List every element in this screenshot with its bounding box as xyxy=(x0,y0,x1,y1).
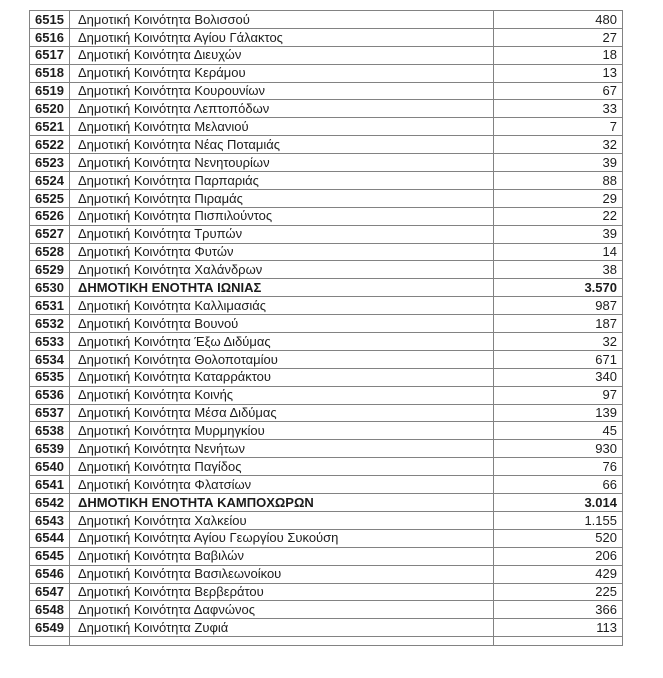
row-name-cell: ΔΗΜΟΤΙΚΗ ΕΝΟΤΗΤΑ ΚΑΜΠΟΧΩΡΩΝ xyxy=(70,494,494,512)
row-name-cell: Δημοτική Κοινότητα Παρπαριάς xyxy=(70,172,494,190)
table-row-partial xyxy=(30,637,623,646)
row-name-cell: Δημοτική Κοινότητα Μέσα Διδύμας xyxy=(70,404,494,422)
table-row xyxy=(30,529,623,547)
row-name-cell: Δημοτική Κοινότητα Καταρράκτου xyxy=(70,368,494,386)
table-row xyxy=(30,172,623,190)
table-row xyxy=(30,189,623,207)
table-row xyxy=(30,333,623,351)
table-row xyxy=(30,46,623,64)
row-value-cell: 33 xyxy=(494,100,623,118)
row-value-cell: 1.155 xyxy=(494,511,623,529)
row-id-cell: 6528 xyxy=(30,243,70,261)
row-name-cell: Δημοτική Κοινότητα Αγίου Γάλακτος xyxy=(70,28,494,46)
row-id-cell: 6536 xyxy=(30,386,70,404)
table-row xyxy=(30,583,623,601)
row-id-cell: 6537 xyxy=(30,404,70,422)
row-name-cell: Δημοτική Κοινότητα Μελανιού xyxy=(70,118,494,136)
table-row xyxy=(30,547,623,565)
row-name-cell: Δημοτική Κοινότητα Θολοποταμίου xyxy=(70,350,494,368)
row-value-cell: 18 xyxy=(494,46,623,64)
row-id-cell: 6535 xyxy=(30,368,70,386)
row-id-cell: 6543 xyxy=(30,511,70,529)
table-row xyxy=(30,243,623,261)
table-row xyxy=(30,494,623,512)
row-value-cell: 27 xyxy=(494,28,623,46)
row-id-cell: 6520 xyxy=(30,100,70,118)
row-name-cell: Δημοτική Κοινότητα Λεπτοπόδων xyxy=(70,100,494,118)
row-value-cell xyxy=(494,637,623,646)
table-row xyxy=(30,315,623,333)
row-name-cell: Δημοτική Κοινότητα Φλατσίων xyxy=(70,476,494,494)
table-row xyxy=(30,225,623,243)
table-row xyxy=(30,565,623,583)
row-id-cell: 6531 xyxy=(30,297,70,315)
row-value-cell: 987 xyxy=(494,297,623,315)
row-id-cell: 6529 xyxy=(30,261,70,279)
row-id-cell: 6518 xyxy=(30,64,70,82)
row-name-cell: Δημοτική Κοινότητα Διευχών xyxy=(70,46,494,64)
row-value-cell: 671 xyxy=(494,350,623,368)
row-id-cell: 6544 xyxy=(30,529,70,547)
row-id-cell: 6545 xyxy=(30,547,70,565)
row-id-cell: 6538 xyxy=(30,422,70,440)
table-body xyxy=(30,11,623,646)
row-id-cell: 6542 xyxy=(30,494,70,512)
table-row xyxy=(30,511,623,529)
row-value-cell: 520 xyxy=(494,529,623,547)
table-row xyxy=(30,619,623,637)
row-value-cell: 45 xyxy=(494,422,623,440)
row-name-cell: Δημοτική Κοινότητα Αγίου Γεωργίου Συκούση xyxy=(70,529,494,547)
row-name-cell: Δημοτική Κοινότητα Πισπιλούντος xyxy=(70,207,494,225)
row-id-cell: 6549 xyxy=(30,619,70,637)
row-id-cell: 6546 xyxy=(30,565,70,583)
table-row xyxy=(30,404,623,422)
row-id-cell: 6540 xyxy=(30,458,70,476)
row-value-cell: 113 xyxy=(494,619,623,637)
table-row xyxy=(30,154,623,172)
table-row xyxy=(30,261,623,279)
row-value-cell: 88 xyxy=(494,172,623,190)
row-value-cell: 66 xyxy=(494,476,623,494)
population-table xyxy=(29,10,623,646)
table-row xyxy=(30,422,623,440)
row-value-cell: 3.570 xyxy=(494,279,623,297)
table-row xyxy=(30,279,623,297)
row-name-cell: Δημοτική Κοινότητα Βερβεράτου xyxy=(70,583,494,601)
row-value-cell: 930 xyxy=(494,440,623,458)
row-name-cell: ΔΗΜΟΤΙΚΗ ΕΝΟΤΗΤΑ ΙΩΝΙΑΣ xyxy=(70,279,494,297)
row-id-cell: 6521 xyxy=(30,118,70,136)
table-row xyxy=(30,136,623,154)
row-value-cell: 32 xyxy=(494,333,623,351)
row-id-cell xyxy=(30,637,70,646)
row-id-cell: 6517 xyxy=(30,46,70,64)
table-row xyxy=(30,386,623,404)
row-value-cell: 7 xyxy=(494,118,623,136)
table-row xyxy=(30,297,623,315)
row-value-cell: 29 xyxy=(494,189,623,207)
row-value-cell: 13 xyxy=(494,64,623,82)
row-name-cell xyxy=(70,637,494,646)
row-value-cell: 187 xyxy=(494,315,623,333)
row-name-cell: Δημοτική Κοινότητα Βασιλεωνοίκου xyxy=(70,565,494,583)
row-id-cell: 6523 xyxy=(30,154,70,172)
row-value-cell: 39 xyxy=(494,225,623,243)
table-row xyxy=(30,64,623,82)
row-value-cell: 225 xyxy=(494,583,623,601)
table-row xyxy=(30,100,623,118)
table-row xyxy=(30,11,623,29)
row-name-cell: Δημοτική Κοινότητα Κουρουνίων xyxy=(70,82,494,100)
row-value-cell: 67 xyxy=(494,82,623,100)
table-row xyxy=(30,28,623,46)
table-row xyxy=(30,601,623,619)
row-name-cell: Δημοτική Κοινότητα Βαβιλών xyxy=(70,547,494,565)
row-value-cell: 97 xyxy=(494,386,623,404)
row-name-cell: Δημοτική Κοινότητα Μυρμηγκίου xyxy=(70,422,494,440)
row-id-cell: 6524 xyxy=(30,172,70,190)
row-id-cell: 6522 xyxy=(30,136,70,154)
row-name-cell: Δημοτική Κοινότητα Κεράμου xyxy=(70,64,494,82)
row-value-cell: 366 xyxy=(494,601,623,619)
row-value-cell: 206 xyxy=(494,547,623,565)
row-name-cell: Δημοτική Κοινότητα Βολισσού xyxy=(70,11,494,29)
row-value-cell: 32 xyxy=(494,136,623,154)
row-id-cell: 6526 xyxy=(30,207,70,225)
row-value-cell: 22 xyxy=(494,207,623,225)
row-id-cell: 6515 xyxy=(30,11,70,29)
row-name-cell: Δημοτική Κοινότητα Καλλιμασιάς xyxy=(70,297,494,315)
row-id-cell: 6532 xyxy=(30,315,70,333)
row-name-cell: Δημοτική Κοινότητα Χαλκείου xyxy=(70,511,494,529)
row-id-cell: 6541 xyxy=(30,476,70,494)
table-row xyxy=(30,476,623,494)
row-value-cell: 14 xyxy=(494,243,623,261)
row-name-cell: Δημοτική Κοινότητα Νενήτων xyxy=(70,440,494,458)
row-name-cell: Δημοτική Κοινότητα Βουνού xyxy=(70,315,494,333)
row-id-cell: 6525 xyxy=(30,189,70,207)
row-name-cell: Δημοτική Κοινότητα Έξω Διδύμας xyxy=(70,333,494,351)
row-name-cell: Δημοτική Κοινότητα Χαλάνδρων xyxy=(70,261,494,279)
table-row xyxy=(30,82,623,100)
row-name-cell: Δημοτική Κοινότητα Πιραμάς xyxy=(70,189,494,207)
row-id-cell: 6533 xyxy=(30,333,70,351)
row-id-cell: 6548 xyxy=(30,601,70,619)
row-name-cell: Δημοτική Κοινότητα Δαφνώνος xyxy=(70,601,494,619)
row-id-cell: 6534 xyxy=(30,350,70,368)
row-id-cell: 6519 xyxy=(30,82,70,100)
row-name-cell: Δημοτική Κοινότητα Τρυπών xyxy=(70,225,494,243)
row-id-cell: 6516 xyxy=(30,28,70,46)
row-name-cell: Δημοτική Κοινότητα Φυτών xyxy=(70,243,494,261)
row-id-cell: 6530 xyxy=(30,279,70,297)
row-value-cell: 76 xyxy=(494,458,623,476)
table-row xyxy=(30,350,623,368)
row-id-cell: 6547 xyxy=(30,583,70,601)
row-name-cell: Δημοτική Κοινότητα Νενητουρίων xyxy=(70,154,494,172)
table-row xyxy=(30,440,623,458)
table-row xyxy=(30,368,623,386)
row-name-cell: Δημοτική Κοινότητα Κοινής xyxy=(70,386,494,404)
row-value-cell: 480 xyxy=(494,11,623,29)
row-value-cell: 38 xyxy=(494,261,623,279)
table-row xyxy=(30,458,623,476)
row-name-cell: Δημοτική Κοινότητα Ζυφιά xyxy=(70,619,494,637)
row-value-cell: 139 xyxy=(494,404,623,422)
row-name-cell: Δημοτική Κοινότητα Νέας Ποταμιάς xyxy=(70,136,494,154)
row-name-cell: Δημοτική Κοινότητα Παγίδος xyxy=(70,458,494,476)
row-value-cell: 3.014 xyxy=(494,494,623,512)
row-value-cell: 340 xyxy=(494,368,623,386)
row-id-cell: 6539 xyxy=(30,440,70,458)
table-row xyxy=(30,118,623,136)
table-row xyxy=(30,207,623,225)
row-value-cell: 429 xyxy=(494,565,623,583)
row-value-cell: 39 xyxy=(494,154,623,172)
row-id-cell: 6527 xyxy=(30,225,70,243)
